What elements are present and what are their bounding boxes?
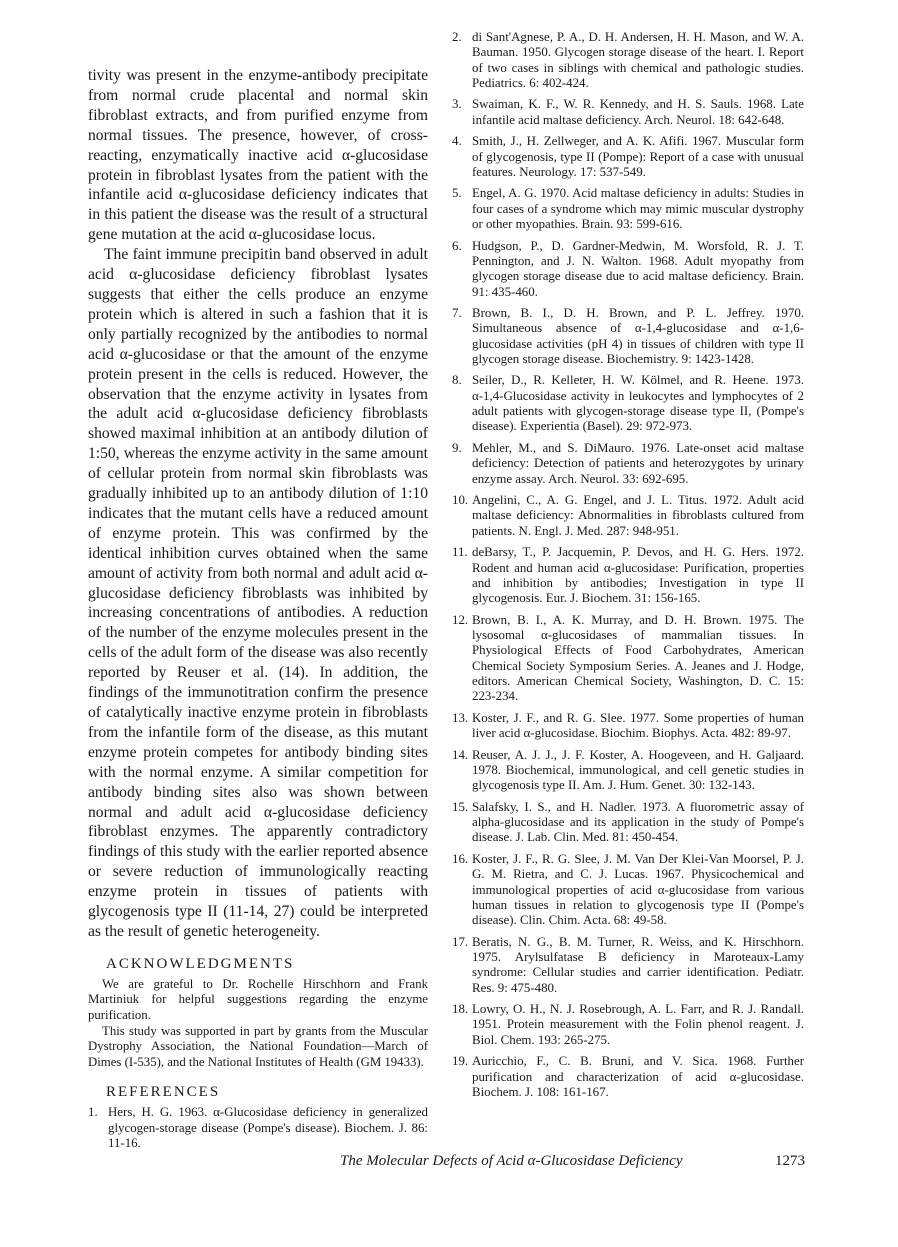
- references-heading: REFERENCES: [106, 1084, 221, 1101]
- reference-number: 1.: [88, 1105, 98, 1120]
- reference-item: [452, 306, 804, 367]
- reference-number: 14.: [452, 747, 469, 762]
- reference-number: 9.: [452, 440, 462, 455]
- reference-text: deBarsy, T., P. Jacquemin, P. Devos, and H. G. Hers. 1972. Rodent and human acid α-glucosidase: Purification, properties and inhibition by antibodies; Investigation in type II glycogenosis. Eur. J. Biochem. 31: 156-165.: [472, 545, 804, 606]
- reference-number: 12.: [452, 612, 469, 627]
- reference-text: Mehler, M., and S. DiMauro. 1976. Late-onset acid maltase deficiency: Detection of patients and heterozygotes by urinary enzyme assay. Arch. Neurol. 33: 692-695.: [472, 440, 804, 486]
- acknowledgment-paragraph: We are grateful to Dr. Rochelle Hirschhorn and Frank Martiniuk for helpful suggestions regarding the enzyme purification.: [88, 976, 428, 1023]
- reference-item: [452, 441, 804, 487]
- reference-text: Hudgson, P., D. Gardner-Medwin, M. Worsfold, R. J. T. Pennington, and J. N. Walton. 1968. Adult myopathy from glycogen storage disease due to acid maltase deficiency. Brain. 91: 435-460.: [472, 238, 804, 299]
- reference-item: [452, 97, 804, 128]
- reference-text: Seiler, D., R. Kelleter, H. W. Kölmel, and R. Heene. 1973. α-1,4-Glucosidase activity in leukocytes and lymphocytes of 2 adult patients with glycogen-storage disease type II, (Pompe's disease). Experientia (Basel). 29: 972-973.: [472, 373, 804, 434]
- reference-item: [452, 1002, 804, 1048]
- reference-list: [88, 1105, 428, 1151]
- left-column: [88, 66, 428, 1151]
- reference-item: [452, 613, 804, 705]
- reference-item: [452, 493, 804, 539]
- reference-item: [452, 239, 804, 300]
- reference-text: Salafsky, I. S., and H. Nadler. 1973. A fluorometric assay of alpha-glucosidase and its application in the study of Pompe's disease. J. Lab. Clin. Med. 81: 450-454.: [472, 799, 804, 845]
- reference-number: 2.: [452, 30, 462, 44]
- reference-number: 17.: [452, 934, 469, 949]
- reference-number: 19.: [452, 1054, 469, 1069]
- reference-number: 5.: [452, 186, 462, 201]
- reference-item: [452, 1054, 804, 1100]
- reference-text: di Sant'Agnese, P. A., D. H. Andersen, H. H. Mason, and W. A. Bauman. 1950. Glycogen storage disease of the heart. I. Report of two cases in siblings with chemical and pathologic studies. Pediatrics. 6: 402-424.: [472, 30, 804, 91]
- reference-item: [452, 800, 804, 846]
- acknowledgment-paragraph: This study was supported in part by grants from the Muscular Dystrophy Association, the National Foundation—March of Dimes (I-535), and the National Institutes of Health (GM 19433).: [88, 1023, 428, 1069]
- running-title: The Molecular Defects of Acid α-Glucosidase Deficiency: [340, 1153, 683, 1169]
- reference-number: 11.: [452, 545, 468, 560]
- reference-number: 8.: [452, 373, 462, 388]
- reference-number: 6.: [452, 238, 462, 253]
- reference-number: 18.: [452, 1002, 469, 1017]
- reference-number: 4.: [452, 134, 462, 149]
- reference-item: [88, 1105, 428, 1151]
- reference-text: Auricchio, F., C. B. Bruni, and V. Sica. 1968. Further purification and characterization of acid α-glucosidase. Biochem. J. 108: 161-167.: [472, 1054, 804, 1099]
- reference-number: 7.: [452, 305, 462, 320]
- reference-item: [452, 852, 804, 929]
- reference-item: [452, 748, 804, 794]
- reference-number: 13.: [452, 710, 469, 725]
- reference-text: Reuser, A. J. J., J. F. Koster, A. Hoogeveen, and H. Galjaard. 1978. Biochemical, immunological, and cell genetic studies in glycogenosis type II. Am. J. Hum. Genet. 30: 132-143.: [472, 747, 804, 793]
- reference-text: Brown, B. I., D. H. Brown, and P. L. Jeffrey. 1970. Simultaneous absence of α-1,4-glucosidase and α-1,6-glucosidase activities (pH 4) in tissues of children with type II glycogen storage disease. Biochemistry. 9: 1423-1428.: [472, 305, 804, 366]
- reference-text: Lowry, O. H., N. J. Rosebrough, A. L. Farr, and R. J. Randall. 1951. Protein measurement with the Folin phenol reagent. J. Biol. Chem. 193: 265-275.: [472, 1002, 804, 1047]
- reference-list: [452, 30, 804, 1100]
- reference-item: [452, 186, 804, 232]
- right-column: [452, 30, 804, 1106]
- reference-text: Koster, J. F., and R. G. Slee. 1977. Some properties of human liver acid α-glucosidase. Biochim. Biophys. Acta. 482: 89-97.: [472, 710, 804, 741]
- reference-text: Brown, B. I., A. K. Murray, and D. H. Brown. 1975. The lysosomal α-glucosidases of mammalian tissues. In Physiological Effects of Food Carbohydrates, American Chemical Society Symposium Series. A. Jeanes and J. Hodge, editors. American Chemical Society, Washington, D. C. 15: 223-234.: [472, 612, 804, 704]
- reference-item: [452, 935, 804, 996]
- reference-number: 10.: [452, 493, 469, 508]
- acknowledgments-heading: ACKNOWLEDGMENTS: [106, 955, 295, 972]
- reference-number: 15.: [452, 799, 469, 814]
- reference-item: [452, 373, 804, 434]
- reference-number: 16.: [452, 851, 469, 866]
- reference-text: Beratis, N. G., B. M. Turner, R. Weiss, and K. Hirschhorn. 1975. Arylsulfatase B deficiency in Maroteaux-Lamy syndrome: Cellular studies and carrier identification. Pediatr. Res. 9: 475-480.: [472, 934, 804, 995]
- reference-number: 3.: [452, 97, 462, 112]
- reference-text: Koster, J. F., R. G. Slee, J. M. Van Der Klei-Van Moorsel, P. J. G. M. Rietra, and C. J. Lucas. 1967. Physicochemical and immunological properties of acid α-glucosidase from various human tissues in relation to glycogenosis type II (Pompe's disease). Clin. Chim. Acta. 68: 49-58.: [472, 851, 804, 928]
- reference-item: [452, 711, 804, 742]
- reference-text: Smith, J., H. Zellweger, and A. K. Afifi. 1967. Muscular form of glycogenosis, type II (Pompe): Report of a case with unusual features. Neurology. 17: 537-549.: [472, 134, 804, 179]
- page-number: 1273: [775, 1153, 805, 1169]
- reference-item: [452, 30, 804, 91]
- reference-text: Swaiman, K. F., W. R. Kennedy, and H. S. Sauls. 1968. Late infantile acid maltase deficiency. Arch. Neurol. 18: 642-648.: [472, 97, 804, 127]
- body-paragraph: The faint immune precipitin band observed in adult acid α-glucosidase deficiency fibroblast lysates suggests that either the cells produce an enzyme protein which is altered in such a fashion that it is only partially recognized by the antibodies to normal acid α-glucosidase or that the amount of the enzyme protein present in the cells is reduced. However, the observation that the enzyme activity in lysates from the adult acid α-glucosidase deficiency fibroblasts showed maximal inhibition at an antibody dilution of 1:50, whereas the enzyme activity in the same amount of cellular protein from normal skin fibroblasts was gradually inhibited up to an antibody dilution of 1:10 indicates that the mutant cells have a reduced amount of enzyme protein. This was confirmed by the identical inhibition curves obtained when the same amount of activity from both normal and adult acid α-glucosidase deficiency fibroblasts was inhibited by increasing concentrations of antibodies. A reduction of the number of the enzyme molecules present in the cells of the adult form of the disease was also recently reported by Reuser et al. (14). In addition, the findings of the immunotitration confirm the presence of catalytically inactive enzyme protein in fibroblasts from the infantile form of the disease, as this mutant enzyme protein competes for antibody binding sites with the normal enzyme. A similar competition for antibody binding sites also was shown between normal and adult acid α-glucosidase deficiency fibroblast enzymes. The apparently contradictory findings of this study with the earlier reported absence or severe reduction of immunologically reacting enzyme protein in tissues of patients with glycogenosis type II (11-14, 27) could be interpreted as the result of genetic heterogeneity.: [88, 246, 428, 940]
- body-paragraph: tivity was present in the enzyme-antibody precipitate from normal crude placental and normal skin fibroblast extracts, and from purified enzyme from normal tissues. The presence, however, of cross-reacting, enzymatically inactive acid α-glucosidase protein in fibroblast lysates from the patient with the infantile acid α-glucosidase deficiency indicates that in this patient the disease was the result of a structural gene mutation at the acid α-glucosidase locus.: [88, 67, 428, 244]
- reference-item: [452, 545, 804, 606]
- reference-text: Hers, H. G. 1963. α-Glucosidase deficiency in generalized glycogen-storage disease (Pompe's disease). Biochem. J. 86: 11-16.: [108, 1105, 428, 1151]
- reference-text: Engel, A. G. 1970. Acid maltase deficiency in adults: Studies in four cases of a syndrome which may mimic muscular dystrophy or other myopathies. Brain. 93: 599-616.: [472, 186, 804, 232]
- reference-text: Angelini, C., A. G. Engel, and J. L. Titus. 1972. Adult acid maltase deficiency: Abnormalities in fibroblasts cultured from patients. N. Engl. J. Med. 287: 948-951.: [472, 493, 804, 538]
- reference-item: [452, 134, 804, 180]
